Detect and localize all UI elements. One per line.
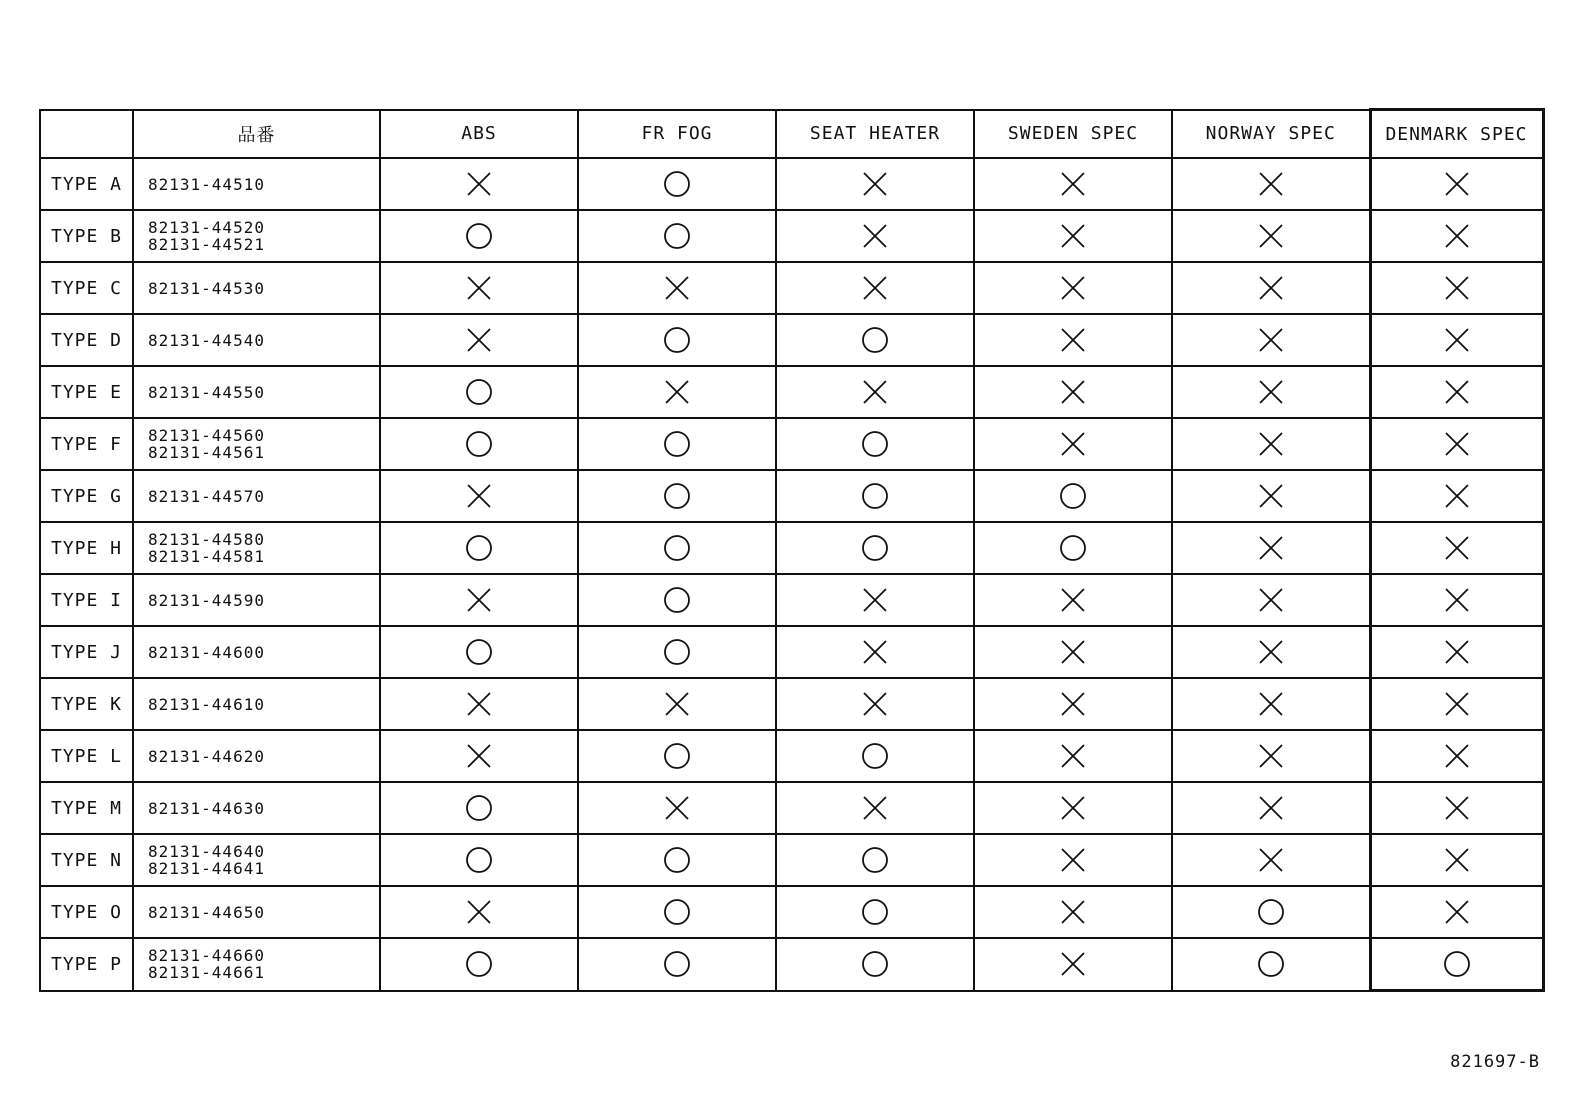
mark-cell-denmark-spec	[1370, 938, 1543, 991]
table-row	[40, 366, 1543, 418]
cross-icon	[464, 585, 494, 615]
mark-cell-fr-fog	[578, 730, 776, 782]
mark-cell-sweden-spec	[974, 678, 1172, 730]
part-number: 82131-44620	[148, 746, 265, 766]
mark-cell-denmark-spec	[1370, 678, 1543, 730]
cross-icon	[860, 169, 890, 199]
circle-icon	[1058, 533, 1088, 563]
mark-cell-fr-fog	[578, 834, 776, 886]
circle-icon	[464, 533, 494, 563]
mark-cell-denmark-spec	[1370, 574, 1543, 626]
cross-icon	[1442, 689, 1472, 719]
part-number-cell	[133, 574, 380, 626]
mark-cell-abs	[380, 314, 578, 366]
cross-icon	[464, 325, 494, 355]
cross-icon	[464, 897, 494, 927]
cross-icon	[1256, 169, 1286, 199]
cross-icon	[1058, 221, 1088, 251]
type-cell: TYPE J	[40, 626, 133, 678]
cross-icon	[860, 637, 890, 667]
part-number-cell	[133, 626, 380, 678]
cross-icon	[1058, 741, 1088, 771]
type-cell: TYPE A	[40, 158, 133, 210]
mark-cell-seat-heater	[776, 158, 974, 210]
cross-icon	[1442, 273, 1472, 303]
cross-icon	[1256, 221, 1286, 251]
circle-icon	[860, 949, 890, 979]
part-number: 82131-44661	[148, 963, 265, 983]
cross-icon	[1442, 169, 1472, 199]
type-cell: TYPE B	[40, 210, 133, 262]
part-number: 82131-44640	[148, 842, 265, 861]
part-number-cell	[133, 886, 380, 938]
cross-icon	[1058, 377, 1088, 407]
mark-cell-sweden-spec	[974, 730, 1172, 782]
mark-cell-seat-heater	[776, 938, 974, 991]
mark-cell-seat-heater	[776, 574, 974, 626]
circle-icon	[464, 429, 494, 459]
cross-icon	[464, 273, 494, 303]
table-row	[40, 886, 1543, 938]
part-number-cell	[133, 210, 380, 262]
circle-icon	[464, 949, 494, 979]
mark-cell-abs	[380, 210, 578, 262]
mark-cell-seat-heater	[776, 210, 974, 262]
cross-icon	[1256, 793, 1286, 823]
cross-icon	[1442, 741, 1472, 771]
circle-icon	[662, 897, 692, 927]
part-number-cell	[133, 834, 380, 886]
type-cell: TYPE H	[40, 522, 133, 574]
mark-cell-abs	[380, 678, 578, 730]
part-number-cell	[133, 366, 380, 418]
part-number: 82131-44630	[148, 798, 265, 818]
mark-cell-norway-spec	[1172, 834, 1370, 886]
mark-cell-abs	[380, 574, 578, 626]
part-number: 82131-44650	[148, 902, 265, 922]
header-seat-heater: SEAT HEATER	[776, 110, 974, 159]
part-number-cell	[133, 938, 380, 991]
part-number: 82131-44521	[148, 235, 265, 254]
circle-icon	[662, 637, 692, 667]
table-row	[40, 470, 1543, 522]
mark-cell-seat-heater	[776, 522, 974, 574]
mark-cell-norway-spec	[1172, 574, 1370, 626]
cross-icon	[662, 793, 692, 823]
mark-cell-denmark-spec	[1370, 210, 1543, 262]
mark-cell-fr-fog	[578, 470, 776, 522]
mark-cell-sweden-spec	[974, 470, 1172, 522]
mark-cell-abs	[380, 470, 578, 522]
cross-icon	[662, 689, 692, 719]
table-row	[40, 262, 1543, 314]
mark-cell-norway-spec	[1172, 210, 1370, 262]
mark-cell-fr-fog	[578, 314, 776, 366]
cross-icon	[464, 689, 494, 719]
mark-cell-fr-fog	[578, 886, 776, 938]
mark-cell-seat-heater	[776, 314, 974, 366]
circle-icon	[662, 481, 692, 511]
part-number: 82131-44520	[148, 218, 265, 237]
cross-icon	[662, 273, 692, 303]
mark-cell-seat-heater	[776, 626, 974, 678]
cross-icon	[1442, 533, 1472, 563]
mark-cell-abs	[380, 262, 578, 314]
part-number: 82131-44581	[148, 547, 265, 566]
circle-icon	[860, 429, 890, 459]
mark-cell-sweden-spec	[974, 626, 1172, 678]
mark-cell-norway-spec	[1172, 158, 1370, 210]
mark-cell-denmark-spec	[1370, 314, 1543, 366]
header-sweden-spec: SWEDEN SPEC	[974, 110, 1172, 159]
circle-icon	[464, 793, 494, 823]
cross-icon	[1442, 845, 1472, 875]
cross-icon	[1442, 429, 1472, 459]
part-number-cell	[133, 730, 380, 782]
cross-icon	[1058, 637, 1088, 667]
cross-icon	[1058, 169, 1088, 199]
circle-icon	[860, 481, 890, 511]
type-cell: TYPE I	[40, 574, 133, 626]
table-row	[40, 782, 1543, 834]
header-fr-fog: FR FOG	[578, 110, 776, 159]
table-row	[40, 730, 1543, 782]
mark-cell-fr-fog	[578, 938, 776, 991]
table-row	[40, 522, 1543, 574]
mark-cell-denmark-spec	[1370, 522, 1543, 574]
cross-icon	[662, 377, 692, 407]
part-number-cell	[133, 522, 380, 574]
circle-icon	[1256, 949, 1286, 979]
mark-cell-denmark-spec	[1370, 730, 1543, 782]
mark-cell-norway-spec	[1172, 470, 1370, 522]
header-denmark-spec: DENMARK SPEC	[1370, 110, 1543, 159]
table-row	[40, 574, 1543, 626]
part-number-cell	[133, 158, 380, 210]
cross-icon	[464, 169, 494, 199]
circle-icon	[1058, 481, 1088, 511]
cross-icon	[860, 585, 890, 615]
circle-icon	[662, 221, 692, 251]
cross-icon	[1442, 637, 1472, 667]
cross-icon	[860, 377, 890, 407]
mark-cell-abs	[380, 158, 578, 210]
circle-icon	[860, 845, 890, 875]
cross-icon	[1442, 585, 1472, 615]
drawing-code: 821697-B	[1450, 1052, 1540, 1072]
circle-icon	[662, 429, 692, 459]
cross-icon	[1256, 273, 1286, 303]
mark-cell-norway-spec	[1172, 418, 1370, 470]
table-row	[40, 626, 1543, 678]
mark-cell-norway-spec	[1172, 262, 1370, 314]
mark-cell-denmark-spec	[1370, 470, 1543, 522]
mark-cell-denmark-spec	[1370, 158, 1543, 210]
mark-cell-sweden-spec	[974, 782, 1172, 834]
mark-cell-sweden-spec	[974, 834, 1172, 886]
cross-icon	[1058, 793, 1088, 823]
circle-icon	[1256, 897, 1286, 927]
cross-icon	[1256, 689, 1286, 719]
part-number-cell	[133, 782, 380, 834]
cross-icon	[1058, 585, 1088, 615]
part-number: 82131-44660	[148, 946, 265, 966]
mark-cell-sweden-spec	[974, 938, 1172, 991]
cross-icon	[1058, 325, 1088, 355]
mark-cell-sweden-spec	[974, 314, 1172, 366]
circle-icon	[860, 533, 890, 563]
part-number: 82131-44561	[148, 443, 265, 462]
table-row	[40, 678, 1543, 730]
header-type	[40, 110, 133, 159]
cross-icon	[464, 481, 494, 511]
mark-cell-sweden-spec	[974, 366, 1172, 418]
mark-cell-denmark-spec	[1370, 782, 1543, 834]
mark-cell-fr-fog	[578, 626, 776, 678]
cross-icon	[1256, 585, 1286, 615]
cross-icon	[1058, 273, 1088, 303]
mark-cell-abs	[380, 886, 578, 938]
table-body	[40, 158, 1543, 991]
part-number: 82131-44510	[148, 174, 265, 194]
circle-icon	[464, 221, 494, 251]
cross-icon	[860, 793, 890, 823]
cross-icon	[1256, 741, 1286, 771]
header-abs: ABS	[380, 110, 578, 159]
mark-cell-sweden-spec	[974, 522, 1172, 574]
mark-cell-seat-heater	[776, 730, 974, 782]
mark-cell-seat-heater	[776, 262, 974, 314]
mark-cell-seat-heater	[776, 782, 974, 834]
part-number: 82131-44570	[148, 486, 265, 506]
part-number-cell	[133, 470, 380, 522]
mark-cell-norway-spec	[1172, 522, 1370, 574]
part-number: 82131-44560	[148, 426, 265, 445]
cross-icon	[1256, 325, 1286, 355]
table-row	[40, 938, 1543, 991]
part-number-cell	[133, 678, 380, 730]
cross-icon	[1442, 481, 1472, 511]
mark-cell-norway-spec	[1172, 678, 1370, 730]
mark-cell-denmark-spec	[1370, 418, 1543, 470]
type-cell: TYPE K	[40, 678, 133, 730]
type-cell: TYPE G	[40, 470, 133, 522]
mark-cell-fr-fog	[578, 678, 776, 730]
type-cell: TYPE E	[40, 366, 133, 418]
circle-icon	[662, 585, 692, 615]
circle-icon	[662, 949, 692, 979]
part-number: 82131-44540	[148, 330, 265, 350]
table-row	[40, 418, 1543, 470]
cross-icon	[1442, 221, 1472, 251]
cross-icon	[1442, 897, 1472, 927]
cross-icon	[860, 273, 890, 303]
mark-cell-denmark-spec	[1370, 886, 1543, 938]
cross-icon	[1058, 897, 1088, 927]
cross-icon	[1442, 793, 1472, 823]
header-norway-spec: NORWAY SPEC	[1172, 110, 1370, 159]
circle-icon	[860, 741, 890, 771]
mark-cell-seat-heater	[776, 366, 974, 418]
type-cell: TYPE L	[40, 730, 133, 782]
circle-icon	[662, 533, 692, 563]
cross-icon	[1442, 325, 1472, 355]
mark-cell-norway-spec	[1172, 366, 1370, 418]
part-number: 82131-44641	[148, 859, 265, 878]
mark-cell-denmark-spec	[1370, 626, 1543, 678]
mark-cell-abs	[380, 782, 578, 834]
circle-icon	[464, 377, 494, 407]
part-number-cell	[133, 262, 380, 314]
type-cell: TYPE M	[40, 782, 133, 834]
cross-icon	[1256, 845, 1286, 875]
type-cell: TYPE C	[40, 262, 133, 314]
circle-icon	[464, 845, 494, 875]
part-number: 82131-44610	[148, 694, 265, 714]
cross-icon	[1256, 429, 1286, 459]
mark-cell-sweden-spec	[974, 418, 1172, 470]
mark-cell-norway-spec	[1172, 782, 1370, 834]
circle-icon	[662, 169, 692, 199]
circle-icon	[464, 637, 494, 667]
type-cell: TYPE F	[40, 418, 133, 470]
mark-cell-fr-fog	[578, 782, 776, 834]
mark-cell-seat-heater	[776, 678, 974, 730]
circle-icon	[662, 741, 692, 771]
mark-cell-denmark-spec	[1370, 262, 1543, 314]
mark-cell-abs	[380, 730, 578, 782]
cross-icon	[464, 741, 494, 771]
mark-cell-fr-fog	[578, 574, 776, 626]
mark-cell-norway-spec	[1172, 314, 1370, 366]
spec-table	[39, 108, 1545, 992]
mark-cell-sweden-spec	[974, 886, 1172, 938]
mark-cell-sweden-spec	[974, 158, 1172, 210]
type-cell: TYPE O	[40, 886, 133, 938]
mark-cell-denmark-spec	[1370, 834, 1543, 886]
mark-cell-norway-spec	[1172, 938, 1370, 991]
mark-cell-abs	[380, 366, 578, 418]
type-cell: TYPE N	[40, 834, 133, 886]
mark-cell-denmark-spec	[1370, 366, 1543, 418]
header-row	[40, 110, 1543, 159]
cross-icon	[1058, 845, 1088, 875]
mark-cell-abs	[380, 938, 578, 991]
mark-cell-norway-spec	[1172, 626, 1370, 678]
mark-cell-fr-fog	[578, 210, 776, 262]
cross-icon	[1058, 689, 1088, 719]
mark-cell-sweden-spec	[974, 262, 1172, 314]
mark-cell-abs	[380, 522, 578, 574]
part-number: 82131-44530	[148, 278, 265, 298]
part-number-cell	[133, 314, 380, 366]
circle-icon	[1442, 949, 1472, 979]
table-row	[40, 210, 1543, 262]
mark-cell-seat-heater	[776, 470, 974, 522]
circle-icon	[860, 897, 890, 927]
table-row	[40, 158, 1543, 210]
mark-cell-fr-fog	[578, 418, 776, 470]
mark-cell-abs	[380, 834, 578, 886]
type-cell: TYPE D	[40, 314, 133, 366]
mark-cell-norway-spec	[1172, 886, 1370, 938]
cross-icon	[1442, 377, 1472, 407]
cross-icon	[1256, 481, 1286, 511]
mark-cell-fr-fog	[578, 522, 776, 574]
header-part-number: 品番	[133, 110, 380, 159]
table-row	[40, 834, 1543, 886]
mark-cell-abs	[380, 418, 578, 470]
circle-icon	[662, 325, 692, 355]
cross-icon	[1058, 429, 1088, 459]
table-row	[40, 314, 1543, 366]
cross-icon	[1256, 533, 1286, 563]
cross-icon	[860, 221, 890, 251]
mark-cell-sweden-spec	[974, 210, 1172, 262]
part-number: 82131-44600	[148, 642, 265, 662]
cross-icon	[1256, 377, 1286, 407]
part-number: 82131-44590	[148, 590, 265, 610]
cross-icon	[1058, 949, 1088, 979]
cross-icon	[860, 689, 890, 719]
part-number-cell	[133, 418, 380, 470]
mark-cell-seat-heater	[776, 834, 974, 886]
circle-icon	[860, 325, 890, 355]
part-number: 82131-44580	[148, 530, 265, 549]
type-cell: TYPE P	[40, 938, 133, 991]
circle-icon	[662, 845, 692, 875]
mark-cell-sweden-spec	[974, 574, 1172, 626]
part-number: 82131-44550	[148, 382, 265, 402]
mark-cell-fr-fog	[578, 366, 776, 418]
mark-cell-fr-fog	[578, 158, 776, 210]
mark-cell-seat-heater	[776, 418, 974, 470]
cross-icon	[1256, 637, 1286, 667]
mark-cell-abs	[380, 626, 578, 678]
mark-cell-seat-heater	[776, 886, 974, 938]
mark-cell-norway-spec	[1172, 730, 1370, 782]
mark-cell-fr-fog	[578, 262, 776, 314]
